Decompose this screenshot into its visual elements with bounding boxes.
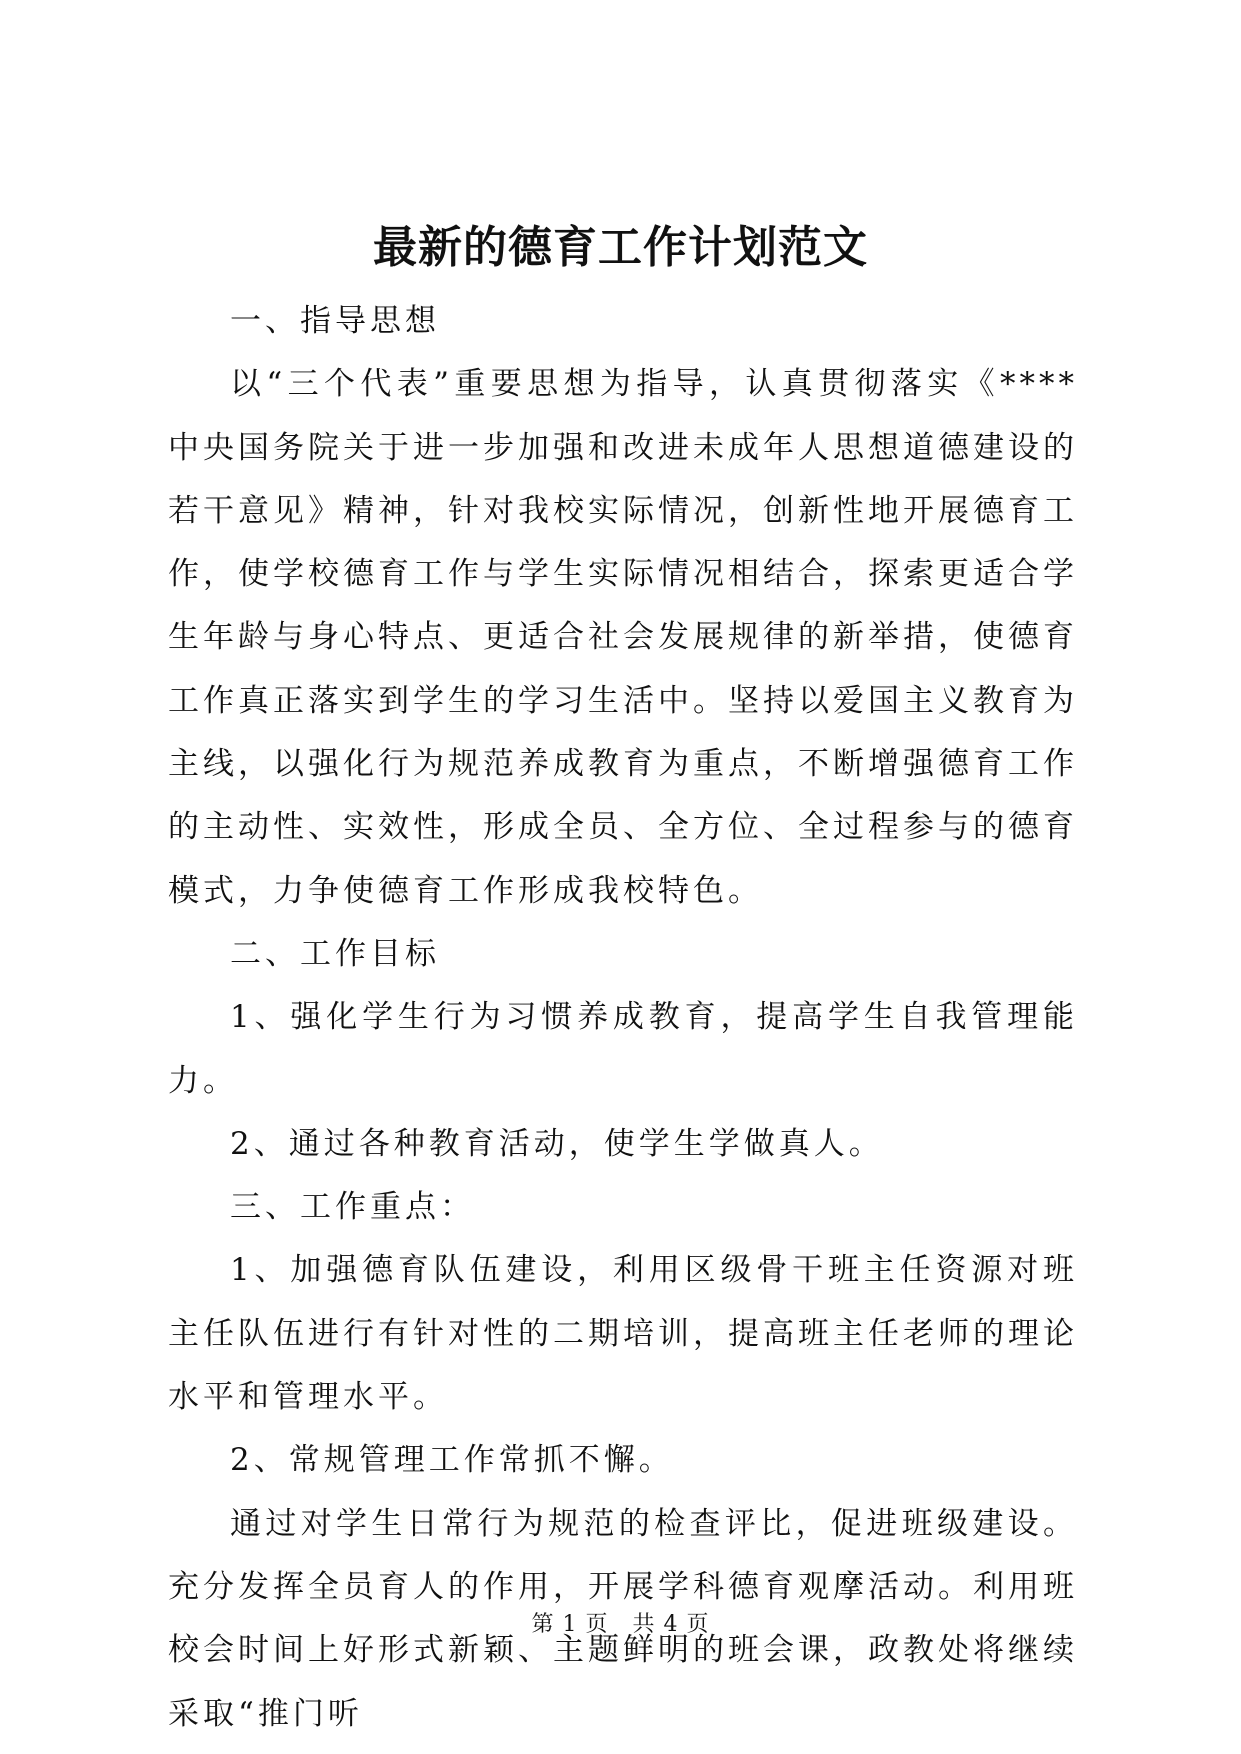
current-page-number: 1 bbox=[562, 1612, 578, 1637]
document-body bbox=[168, 290, 1078, 1746]
paragraph-focus-2-detail: 通过对学生日常行为规范的检查评比，促进班级建设。充分发挥全员育人的作用，开展学科德育观摩活动。利用班校会时间上好形式新颖、主题鲜明的班会课，政教处将继续采取“推门听 bbox=[168, 1505, 1078, 1732]
paragraph-goal-2: 2、通过各种教育活动，使学生学做真人。 bbox=[230, 1125, 884, 1162]
section-heading-work-focus: 三、工作重点： bbox=[230, 1189, 475, 1226]
section-heading-work-goals: 二、工作目标 bbox=[230, 935, 440, 972]
paragraph-guiding-thought: 以“三个代表”重要思想为指导，认真贯彻落实《****中央国务院关于进一步加强和改进未成年人思想道德建设的若干意见》精神，针对我校实际情况，创新性地开展德育工作，使学校德育工作与学生实际情况相结合，探索更适合学生年龄与身心特点、更适合社会发展规律的新举措，使德育工作真正落实到学生的学习生活中。坚持以爱国主义教育为主线，以强化行为规范养成教育为重点，不断增强德育工作的主动性、实效性，形成全员、全方位、全过程参与的德育模式，力争使德育工作形成我校特色。 bbox=[168, 366, 1078, 909]
page-footer bbox=[0, 1610, 1241, 1640]
page-label-prefix: 第 bbox=[531, 1612, 555, 1637]
total-label-prefix: 共 bbox=[632, 1612, 656, 1637]
total-pages-number: 4 bbox=[663, 1612, 679, 1637]
total-label-suffix: 页 bbox=[686, 1612, 710, 1637]
section-heading-guiding-thought: 一、指导思想 bbox=[230, 303, 440, 339]
paragraph-goal-1: 1、强化学生行为习惯养成教育，提高学生自我管理能力。 bbox=[168, 999, 1078, 1099]
paragraph-focus-1: 1、加强德育队伍建设，利用区级骨干班主任资源对班主任队伍进行有针对性的二期培训，提高班主任老师的理论水平和管理水平。 bbox=[168, 1252, 1078, 1416]
paragraph-focus-2: 2、常规管理工作常抓不懈。 bbox=[230, 1442, 674, 1479]
document-title: 最新的德育工作计划范文 bbox=[373, 222, 868, 273]
page-label-suffix: 页 bbox=[585, 1612, 609, 1637]
